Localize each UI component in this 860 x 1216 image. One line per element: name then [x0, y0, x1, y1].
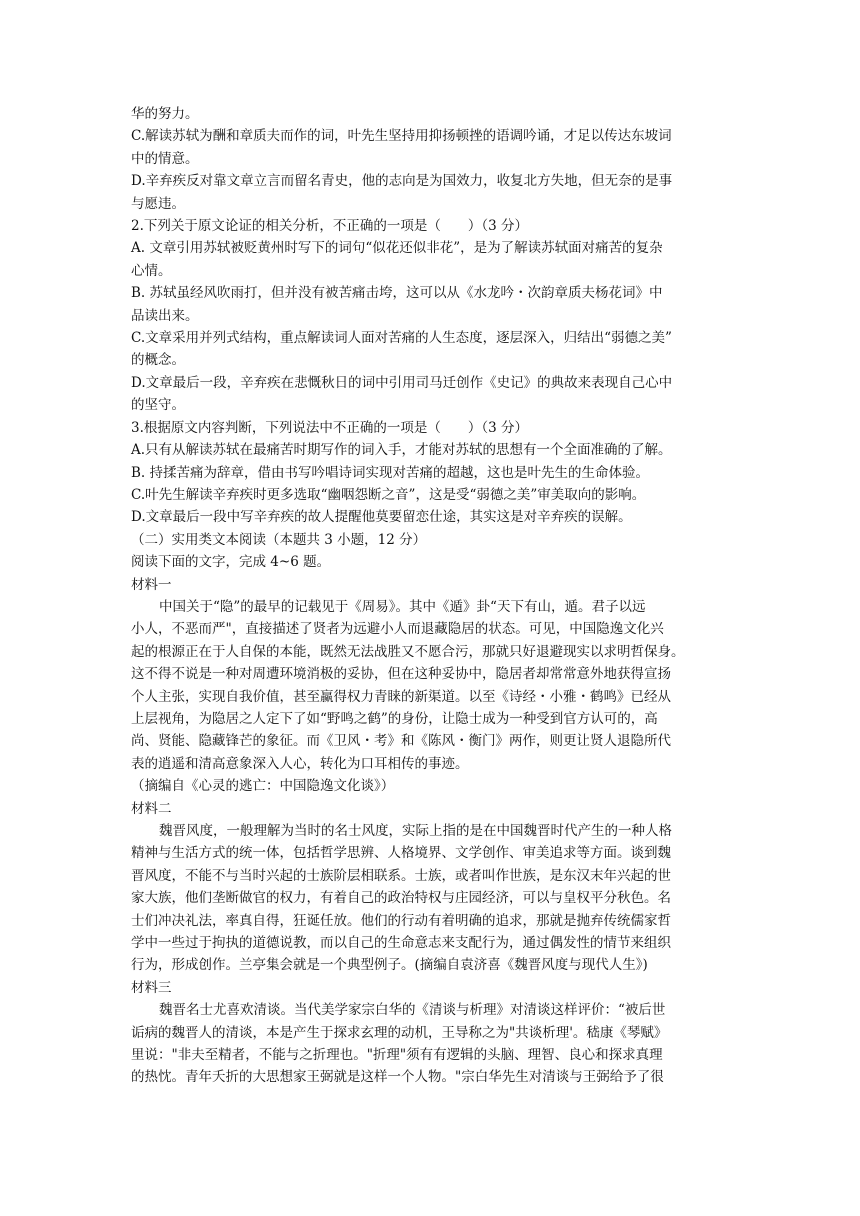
text-line: 诟病的魏晋人的清谈，本是产生于探求玄理的动机，王导称之为"共谈析理'。嵇康《琴赋》 — [131, 1024, 668, 1041]
text-line: D.文章最后一段，辛弃疾在悲慨秋日的词中引用司马迁创作《史记》的典故来表现自己心中 — [131, 374, 673, 391]
text-line: 家大族，他们垄断做官的权力，有着自己的政治特权与庄园经济，可以与皇权平分秋色。名 — [131, 890, 671, 907]
text-line: 起的根源正在于人自保的本能，既然无法战胜又不愿合污，那就只好退避现实以求明哲保身。 — [131, 643, 685, 660]
text-line: 士们冲决礼法，率真自得，狂诞任放。他们的行动有着明确的追求，那就是抛弃传统儒家哲 — [131, 912, 671, 929]
text-line: 华的努力。 — [131, 106, 199, 122]
text-line: C.叶先生解读辛弃疾时更多选取“幽咽怨断之音”，这是受“弱德之美”审美取向的影响。 — [131, 486, 646, 503]
text-line: 魏晋风度，一般理解为当时的名士风度，实际上指的是在中国魏晋时代产生的一种人格 — [159, 823, 672, 839]
text-line: 里说："非夫至精者，不能与之折理也。"折理"须有有逻辑的头脑、理智、良心和探求真理 — [131, 1047, 663, 1064]
text-line: D.文章最后一段中写辛弃疾的故人提醒他莫要留恋仕途，其实这是对辛弃疾的误解。 — [131, 509, 632, 526]
text-line: 3.根据原文内容判断，下列说法中不正确的一项是（ ）（3 分） — [131, 419, 529, 436]
text-line: 材料一 — [131, 576, 172, 593]
text-line: 学中一些过于拘执的道德说教，而以自己的生命意志来支配行为，通过偶发性的情节来组织 — [131, 935, 671, 952]
document-body — [131, 103, 741, 1089]
text-line: C.文章采用并列式结构，重点解读词人面对苦痛的人生态度，逐层深入，归结出“弱德之美” — [131, 330, 672, 347]
text-line: 2.下列关于原文论证的相关分析，不正确的一项是（ ）（3 分） — [131, 218, 529, 235]
text-line: 心情。 — [131, 262, 172, 279]
text-line: A. 文章引用苏轼被贬黄州时写下的词句“似花还似非花”，是为了解读苏轼面对痛苦的复杂 — [131, 240, 663, 257]
text-line: D.辛弃疾反对靠文章立言而留名青史，他的志向是为国效力，收复北方失地，但无奈的是事 — [131, 173, 673, 190]
text-line: B. 苏轼虽经风吹雨打，但并没有被苦痛击垮，这可以从《水龙吟・次韵章质夫杨花词》中 — [131, 285, 663, 302]
text-line: 中的情意。 — [131, 150, 199, 167]
text-line: 精神与生活方式的统一体，包括哲学思辨、人格境界、文学创作、审美追求等方面。谈到魏 — [131, 845, 671, 862]
text-line: 中国关于“隐”的最早的记载见于《周易》。其中《遁》卦“天下有山，遁。君子以远 — [159, 598, 646, 615]
text-line: A.只有从解读苏轼在最痛苦时期写作的词入手，才能对苏轼的思想有一个全面准确的了解。 — [131, 442, 672, 459]
text-line: 尚、贤能、隐藏锋芒的象征。而《卫风・考》和《陈风・衡门》两作，则更让贤人退隐所代 — [131, 733, 671, 750]
text-line: 行为，形成创作。兰亭集会就是一个典型例子。(摘编自袁济喜《魏晋风度与现代人生》) — [131, 957, 648, 974]
text-line: B. 持揉苦痛为辞章，借由书写吟唱诗词实现对苦痛的超越，这也是叶先生的生命体验。 — [131, 464, 650, 481]
text-line: 与愿违。 — [131, 195, 185, 212]
text-line: 表的逍遥和清高意象深入人心，转化为口耳相传的事迹。 — [131, 755, 469, 772]
text-line: 材料二 — [131, 800, 172, 817]
text-line: 这不得不说是一种对周遭环境消极的妥协，但在这种妥协中，隐居者却常常意外地获得宣扬 — [131, 666, 671, 683]
text-line: 个人主张，实现自我价值，甚至赢得权力青睐的新渠道。以至《诗经・小雅・鹤鸣》已经从 — [131, 688, 671, 705]
text-line: 上层视角，为隐居之人定下了如“野鸣之鹤”的身份，让隐士成为一种受到官方认可的，高 — [131, 710, 658, 727]
text-line: （摘编自《心灵的逃亡：中国隐逸文化谈》） — [131, 778, 395, 795]
text-line: 小人，不恶而严"，直接描述了贤者为远避小人而退藏隐居的状态。可见，中国隐逸文化兴 — [131, 621, 664, 638]
text-line: 的概念。 — [131, 352, 185, 369]
text-line: （二）实用类文本阅读（本题共 3 小题，12 分） — [131, 531, 427, 548]
text-line: 的坚守。 — [131, 397, 185, 414]
text-line: 的热忱。青年夭折的大思想家王弼就是这样一个人物。"宗白华先生对清谈与王弼给予了很 — [131, 1069, 664, 1086]
text-line: C.解读苏轼为酬和章质夫而作的词，叶先生坚持用抑扬顿挫的语调吟诵，才足以传达东坡词 — [131, 128, 672, 145]
text-line: 魏晋名士尤喜欢清谈。当代美学家宗白华的《清谈与析理》对清谈这样评价：“被后世 — [159, 1002, 666, 1019]
text-line: 晋风度，不能不与当时兴起的士族阶层相联系。士族，或者叫作世族，是东汉末年兴起的世 — [131, 867, 671, 884]
text-line: 品读出来。 — [131, 307, 199, 324]
text-line: 材料三 — [131, 979, 172, 996]
text-line: 阅读下面的文字，完成 4~6 题。 — [131, 554, 331, 571]
